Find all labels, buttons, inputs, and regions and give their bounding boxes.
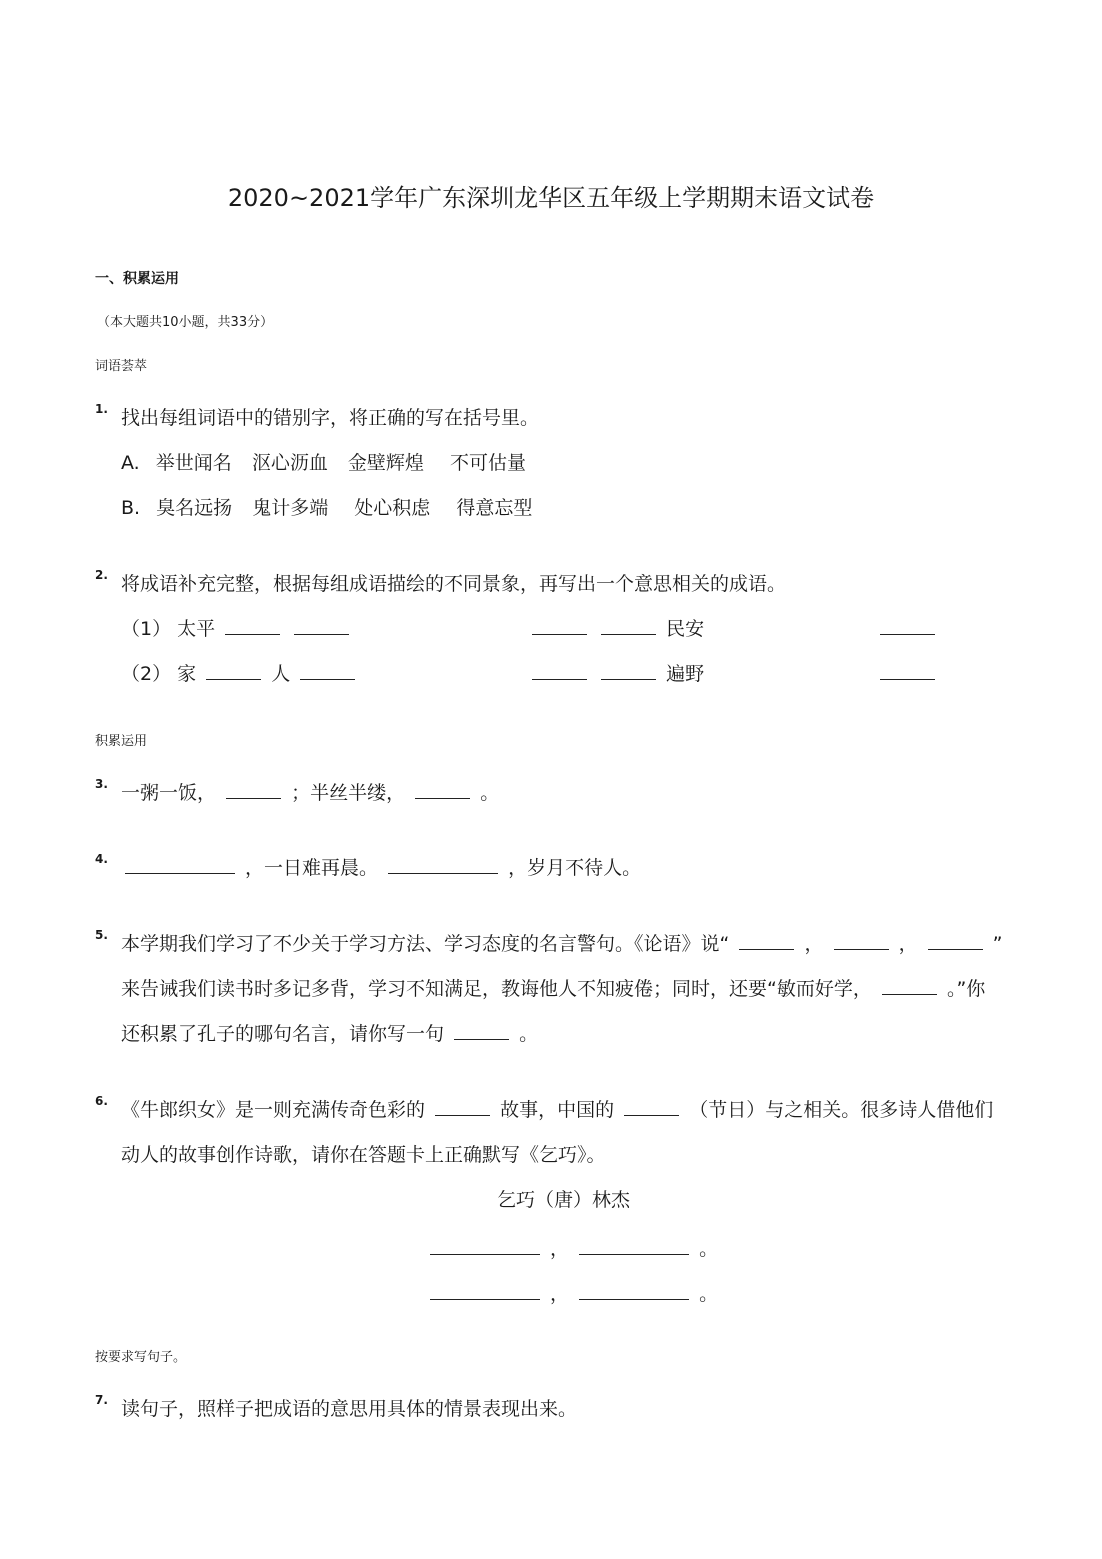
word: 臭名远扬	[156, 497, 233, 519]
text-fragment: 。	[519, 1023, 539, 1045]
idiom-row-2-right	[528, 659, 704, 686]
answer-blank[interactable]	[415, 778, 470, 799]
section-note: （本大题共10小题，共33分）	[97, 315, 274, 330]
answer-blank[interactable]	[880, 659, 935, 680]
answer-blank[interactable]	[834, 929, 889, 950]
subsection-label-anyao: 按要求写句子。	[95, 1350, 187, 1365]
idiom-row-1-left	[121, 614, 353, 641]
text-fragment: ，岁月不待人。	[508, 857, 642, 879]
question-number: 6.	[95, 1094, 108, 1108]
answer-blank[interactable]	[882, 974, 937, 995]
answer-blank[interactable]	[430, 1234, 540, 1255]
answer-blank[interactable]	[294, 614, 349, 635]
text-fragment: 本学期我们学习了不少关于学习方法、学习态度的名言警句。《论语》说“	[121, 933, 730, 955]
question-text: 读句子，照样子把成语的意思用具体的情景表现出来。	[121, 1398, 578, 1420]
idiom-part: 家	[177, 663, 197, 685]
answer-blank[interactable]	[454, 1019, 509, 1040]
answer-blank[interactable]	[125, 853, 235, 874]
text-fragment: 故事，中国的	[500, 1099, 615, 1121]
text-fragment: （节日）与之相关。很多诗人借他们	[689, 1099, 994, 1121]
question-number: 5.	[95, 928, 108, 942]
page-title: 2020~2021学年广东深圳龙华区五年级上学期期末语文试卷	[227, 184, 875, 212]
answer-blank[interactable]	[430, 1279, 540, 1300]
answer-blank[interactable]	[435, 1095, 490, 1116]
text-fragment: 还积累了孔子的哪句名言，请你写一句	[121, 1023, 445, 1045]
answer-blank[interactable]	[928, 929, 983, 950]
answer-blank[interactable]	[532, 614, 587, 635]
question-text: 将成语补充完整，根据每组成语描绘的不同景象，再写出一个意思相关的成语。	[121, 573, 787, 595]
answer-blank[interactable]	[300, 659, 355, 680]
word: 得意忘型	[456, 497, 533, 519]
answer-blank[interactable]	[624, 1095, 679, 1116]
text-fragment: 。	[699, 1238, 719, 1260]
poem-line-1	[426, 1234, 718, 1261]
row-label: （1）	[121, 618, 172, 640]
question-number: 2.	[95, 568, 108, 582]
idiom-part: 民安	[666, 618, 705, 640]
word: 处心积虑	[354, 497, 431, 519]
text-fragment: 。	[699, 1283, 719, 1305]
text-fragment: ，	[550, 1238, 570, 1260]
idiom-row-2-extra	[876, 659, 939, 685]
answer-blank[interactable]	[206, 659, 261, 680]
answer-blank[interactable]	[739, 929, 794, 950]
question-number: 1.	[95, 402, 108, 416]
poem-title: 乞巧（唐）林杰	[497, 1189, 631, 1211]
text-fragment: 《牛郎织女》是一则充满传奇色彩的	[121, 1099, 426, 1121]
answer-blank[interactable]	[226, 778, 281, 799]
question-text: 找出每组词语中的错别字，将正确的写在括号里。	[121, 407, 540, 429]
answer-blank[interactable]	[880, 614, 935, 635]
text-fragment: ，	[550, 1283, 570, 1305]
question-text-line-1	[121, 929, 1003, 956]
text-fragment: ，	[898, 933, 918, 955]
word: 不可估量	[449, 452, 526, 474]
word: 鬼计多端	[252, 497, 329, 519]
idiom-part: 人	[271, 663, 291, 685]
text-fragment: ，一日难再晨。	[245, 857, 379, 879]
answer-blank[interactable]	[579, 1279, 689, 1300]
option-a	[121, 448, 526, 475]
answer-blank[interactable]	[388, 853, 498, 874]
section-heading: 一、积累运用	[95, 271, 179, 287]
text-fragment: ，	[804, 933, 824, 955]
word: 沤心沥血	[251, 452, 328, 474]
idiom-row-1-extra	[876, 614, 939, 640]
question-number: 7.	[95, 1393, 108, 1407]
question-text	[121, 778, 499, 805]
question-text-line-2: 动人的故事创作诗歌，请你在答题卡上正确默写《乞巧》。	[121, 1144, 606, 1166]
option-b	[121, 493, 532, 520]
question-text-line-1	[121, 1095, 993, 1122]
poem-line-2	[426, 1279, 718, 1306]
answer-blank[interactable]	[225, 614, 280, 635]
text-fragment: ”	[992, 933, 1003, 955]
question-number: 3.	[95, 777, 108, 791]
text-fragment: 。”你	[946, 978, 986, 1000]
text-fragment: 一粥一饭，	[121, 782, 217, 804]
answer-blank[interactable]	[601, 659, 656, 680]
row-label: （2）	[121, 663, 172, 685]
subsection-label-jilei: 积累运用	[95, 734, 148, 749]
idiom-part: 太平	[177, 618, 216, 640]
text-fragment: 。	[480, 782, 500, 804]
subsection-label-cizhui: 词语荟萃	[95, 359, 148, 374]
question-number: 4.	[95, 852, 108, 866]
answer-blank[interactable]	[601, 614, 656, 635]
question-text	[121, 853, 641, 880]
word: 举世闻名	[155, 452, 232, 474]
word: 金壁辉煌	[347, 452, 424, 474]
idiom-part: 遍野	[666, 663, 705, 685]
question-text-line-2	[121, 974, 985, 1001]
text-fragment: ；半丝半缕，	[291, 782, 406, 804]
text-fragment: 来告诫我们读书时多记多背，学习不知满足，教诲他人不知疲倦；同时，还要“敏而好学，	[121, 978, 872, 1000]
question-text-line-3	[121, 1019, 538, 1046]
answer-blank[interactable]	[532, 659, 587, 680]
idiom-row-2-left	[121, 659, 359, 686]
option-label: B.	[121, 497, 141, 519]
idiom-row-1-right	[528, 614, 704, 641]
option-label: A.	[121, 452, 140, 474]
answer-blank[interactable]	[579, 1234, 689, 1255]
